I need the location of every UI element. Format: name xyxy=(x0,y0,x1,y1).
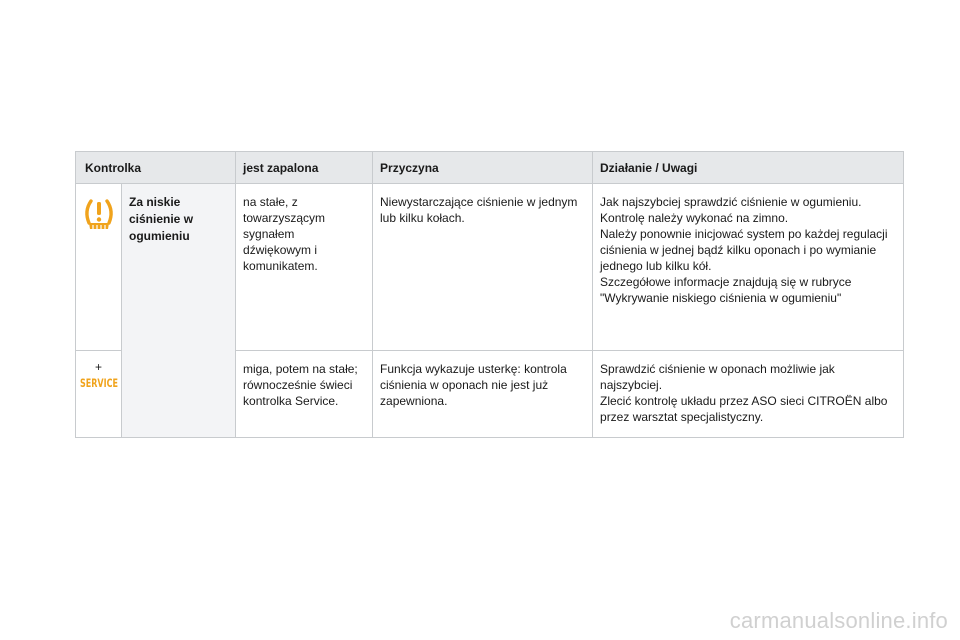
action-cell xyxy=(593,351,904,438)
cause-cell: Funkcja wykazuje usterkę: kontrola ciśnienia w oponach nie jest już zapewniona. xyxy=(373,351,593,438)
warning-lights-table xyxy=(75,151,904,438)
header-cause: Przyczyna xyxy=(373,152,593,184)
action-cell xyxy=(593,184,904,351)
header-kontrolka: Kontrolka xyxy=(76,152,236,184)
tire-pressure-warning-icon xyxy=(82,198,116,230)
action-line: Należy ponownie inicjować system po każdej regulacji ciśnienia w jednej bądź kilku oponach i po wymianie jednego lub kilku kół. xyxy=(600,227,888,273)
warning-name-cell xyxy=(122,184,236,438)
lit-cell: na stałe, z towarzyszącym sygnałem dźwiękowym i komunikatem. xyxy=(236,184,373,351)
header-action: Działanie / Uwagi xyxy=(593,152,904,184)
header-lit: jest zapalona xyxy=(236,152,373,184)
action-line: Jak najszybciej sprawdzić ciśnienie w ogumieniu. xyxy=(600,195,862,209)
plus-sign: + xyxy=(94,360,102,374)
service-warning-icon xyxy=(79,375,119,389)
icon-cell xyxy=(76,184,122,351)
watermark: carmanualsonline.info xyxy=(729,608,948,633)
table-header-row xyxy=(76,152,904,184)
action-line: Zlecić kontrolę układu przez ASO sieci CITROËN albo przez warsztat specjalistyczny. xyxy=(600,394,888,424)
svg-text:SERVICE: SERVICE xyxy=(79,376,118,390)
action-line: Kontrolę należy wykonać na zimno. xyxy=(600,211,789,225)
table-row xyxy=(76,184,904,351)
icon-cell xyxy=(76,351,122,438)
warning-name: Za niskie ciśnienie w ogumieniu xyxy=(129,195,194,243)
cause-cell: Niewystarczające ciśnienie w jednym lub kilku kołach. xyxy=(373,184,593,351)
action-line: Sprawdzić ciśnienie w oponach możliwie jak najszybciej. xyxy=(600,362,835,392)
action-line: Szczegółowe informacje znajdują się w rubryce "Wykrywanie niskiego ciśnienia w ogumieniu" xyxy=(600,275,852,305)
lit-cell: miga, potem na stałe; równocześnie świeci kontrolka Service. xyxy=(236,351,373,438)
